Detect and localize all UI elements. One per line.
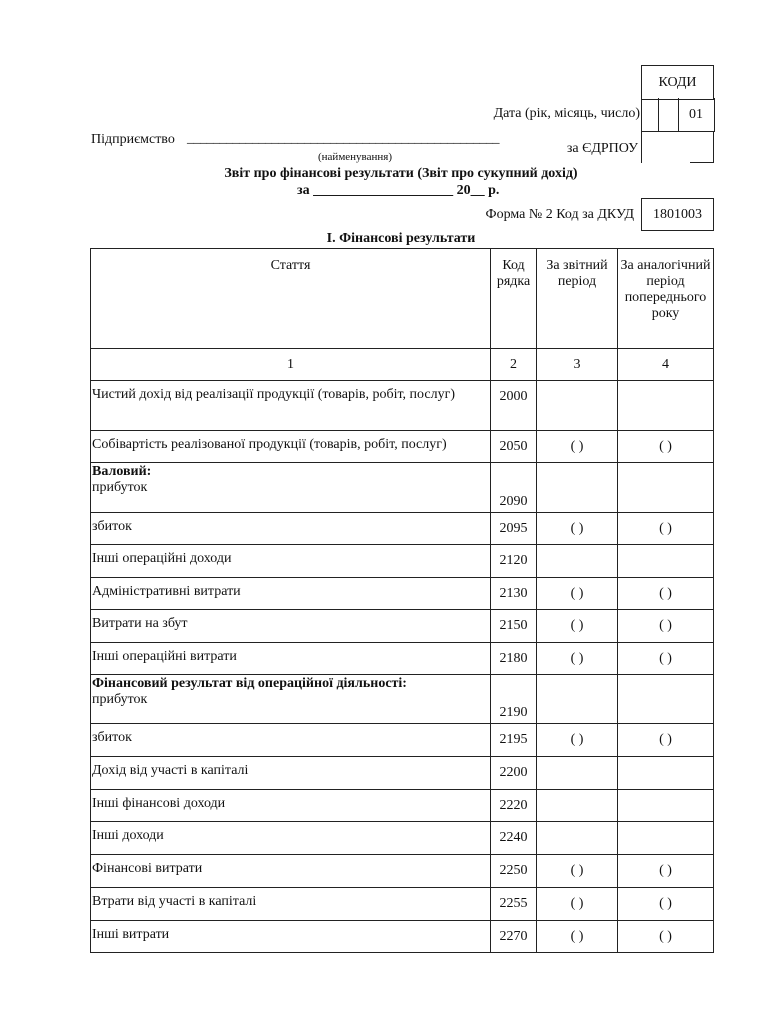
- row-label: Фінансові витрати: [91, 855, 491, 888]
- codes-title: КОДИ: [641, 65, 714, 100]
- col-number: 4: [618, 349, 714, 381]
- row-label: Втрати від участі в капіталі: [91, 888, 491, 921]
- table-row: [91, 463, 714, 513]
- row-current-value[interactable]: ( ): [537, 724, 618, 757]
- col-header-code: Код рядка: [491, 249, 537, 349]
- row-label-cell: [91, 675, 491, 724]
- row-previous-value[interactable]: ( ): [618, 724, 714, 757]
- row-code: 2150: [491, 610, 537, 643]
- col-number: 2: [491, 349, 537, 381]
- row-code: 2000: [491, 381, 537, 431]
- row-label: Адміністративні витрати: [91, 578, 491, 610]
- row-code: 2120: [491, 545, 537, 578]
- row-previous-value[interactable]: ( ): [618, 610, 714, 643]
- row-current-value[interactable]: [537, 381, 618, 431]
- col-header-current: За звітний період: [537, 249, 618, 349]
- row-previous-value[interactable]: ( ): [618, 888, 714, 921]
- row-previous-value[interactable]: ( ): [618, 921, 714, 953]
- row-label: прибуток: [92, 692, 148, 707]
- section-title: І. Фінансові результати: [326, 231, 476, 246]
- name-caption: (найменування): [318, 151, 392, 163]
- row-label: Собівартість реалізованої продукції (товарів, робіт, послуг): [91, 431, 491, 463]
- row-current-value[interactable]: ( ): [537, 643, 618, 675]
- row-current-value[interactable]: ( ): [537, 610, 618, 643]
- col-number: 1: [91, 349, 491, 381]
- row-code: 2190: [491, 675, 537, 724]
- row-label: Інші витрати: [91, 921, 491, 953]
- row-current-value[interactable]: [537, 757, 618, 790]
- report-title: Звіт про фінансові результати (Звіт про сукупний дохід): [224, 166, 578, 181]
- row-current-value[interactable]: ( ): [537, 578, 618, 610]
- row-label: Інші операційні витрати: [91, 643, 491, 675]
- row-current-value[interactable]: ( ): [537, 921, 618, 953]
- row-current-value[interactable]: [537, 545, 618, 578]
- edrpou-code-cell: [641, 131, 714, 163]
- row-code: 2250: [491, 855, 537, 888]
- row-current-value[interactable]: [537, 822, 618, 855]
- row-label-cell: [91, 463, 491, 513]
- date-code-value: 01: [689, 107, 703, 122]
- row-previous-value[interactable]: [618, 463, 714, 513]
- row-heading: Фінансовий результат від операційної діяльності:: [92, 676, 407, 691]
- row-code: 2255: [491, 888, 537, 921]
- table-row: [91, 431, 714, 463]
- table-row: [91, 675, 714, 724]
- table-row: [91, 724, 714, 757]
- row-code: 2050: [491, 431, 537, 463]
- row-previous-value[interactable]: [618, 545, 714, 578]
- row-previous-value[interactable]: [618, 675, 714, 724]
- row-previous-value[interactable]: [618, 790, 714, 822]
- enterprise-name-blank[interactable]: ________________________________________________: [187, 131, 499, 146]
- row-code: 2195: [491, 724, 537, 757]
- financial-results-table: [90, 248, 714, 953]
- enterprise-label: Підприємство: [91, 132, 175, 147]
- row-previous-value[interactable]: [618, 822, 714, 855]
- row-label: Інші фінансові доходи: [91, 790, 491, 822]
- row-code: 2240: [491, 822, 537, 855]
- col-number: 3: [537, 349, 618, 381]
- row-label: Чистий дохід від реалізації продукції (товарів, робіт, послуг): [91, 381, 491, 431]
- form-label: Форма № 2 Код за ДКУД: [485, 207, 634, 222]
- row-heading: Валовий:: [92, 464, 152, 479]
- row-code: 2090: [491, 463, 537, 513]
- col-header-article: Стаття: [91, 249, 491, 349]
- row-code: 2270: [491, 921, 537, 953]
- row-previous-value[interactable]: ( ): [618, 513, 714, 545]
- date-code-cell: [641, 98, 715, 132]
- row-code: 2095: [491, 513, 537, 545]
- col-header-previous: За аналогічний період попереднього року: [618, 249, 714, 349]
- table-row: [91, 643, 714, 675]
- row-current-value[interactable]: ( ): [537, 431, 618, 463]
- row-label: прибуток: [92, 480, 148, 495]
- row-code: 2220: [491, 790, 537, 822]
- table-row: [91, 855, 714, 888]
- table-row: [91, 888, 714, 921]
- row-previous-value[interactable]: ( ): [618, 431, 714, 463]
- row-label: Інші операційні доходи: [91, 545, 491, 578]
- row-label: Витрати на збут: [91, 610, 491, 643]
- table-row: [91, 610, 714, 643]
- period-line: за ____________________ 20__ р.: [297, 183, 500, 198]
- table-row: [91, 513, 714, 545]
- row-current-value[interactable]: ( ): [537, 855, 618, 888]
- row-label: Інші доходи: [91, 822, 491, 855]
- row-label: Дохід від участі в капіталі: [91, 757, 491, 790]
- table-row: [91, 381, 714, 431]
- row-current-value[interactable]: [537, 463, 618, 513]
- row-previous-value[interactable]: [618, 381, 714, 431]
- row-previous-value[interactable]: [618, 757, 714, 790]
- date-label: Дата (рік, місяць, число): [493, 106, 640, 121]
- table-row: [91, 545, 714, 578]
- row-current-value[interactable]: [537, 790, 618, 822]
- row-previous-value[interactable]: ( ): [618, 855, 714, 888]
- row-label: збиток: [91, 724, 491, 757]
- table-row: [91, 921, 714, 953]
- row-label: збиток: [91, 513, 491, 545]
- table-row: [91, 790, 714, 822]
- edrpou-label: за ЄДРПОУ: [566, 141, 638, 156]
- row-current-value[interactable]: [537, 675, 618, 724]
- table-row: [91, 578, 714, 610]
- row-current-value[interactable]: ( ): [537, 888, 618, 921]
- row-code: 2180: [491, 643, 537, 675]
- dkud-code-box: 1801003: [641, 198, 714, 231]
- row-code: 2200: [491, 757, 537, 790]
- row-code: 2130: [491, 578, 537, 610]
- row-previous-value[interactable]: ( ): [618, 643, 714, 675]
- table-row: [91, 822, 714, 855]
- table-row: [91, 757, 714, 790]
- row-current-value[interactable]: ( ): [537, 513, 618, 545]
- row-previous-value[interactable]: ( ): [618, 578, 714, 610]
